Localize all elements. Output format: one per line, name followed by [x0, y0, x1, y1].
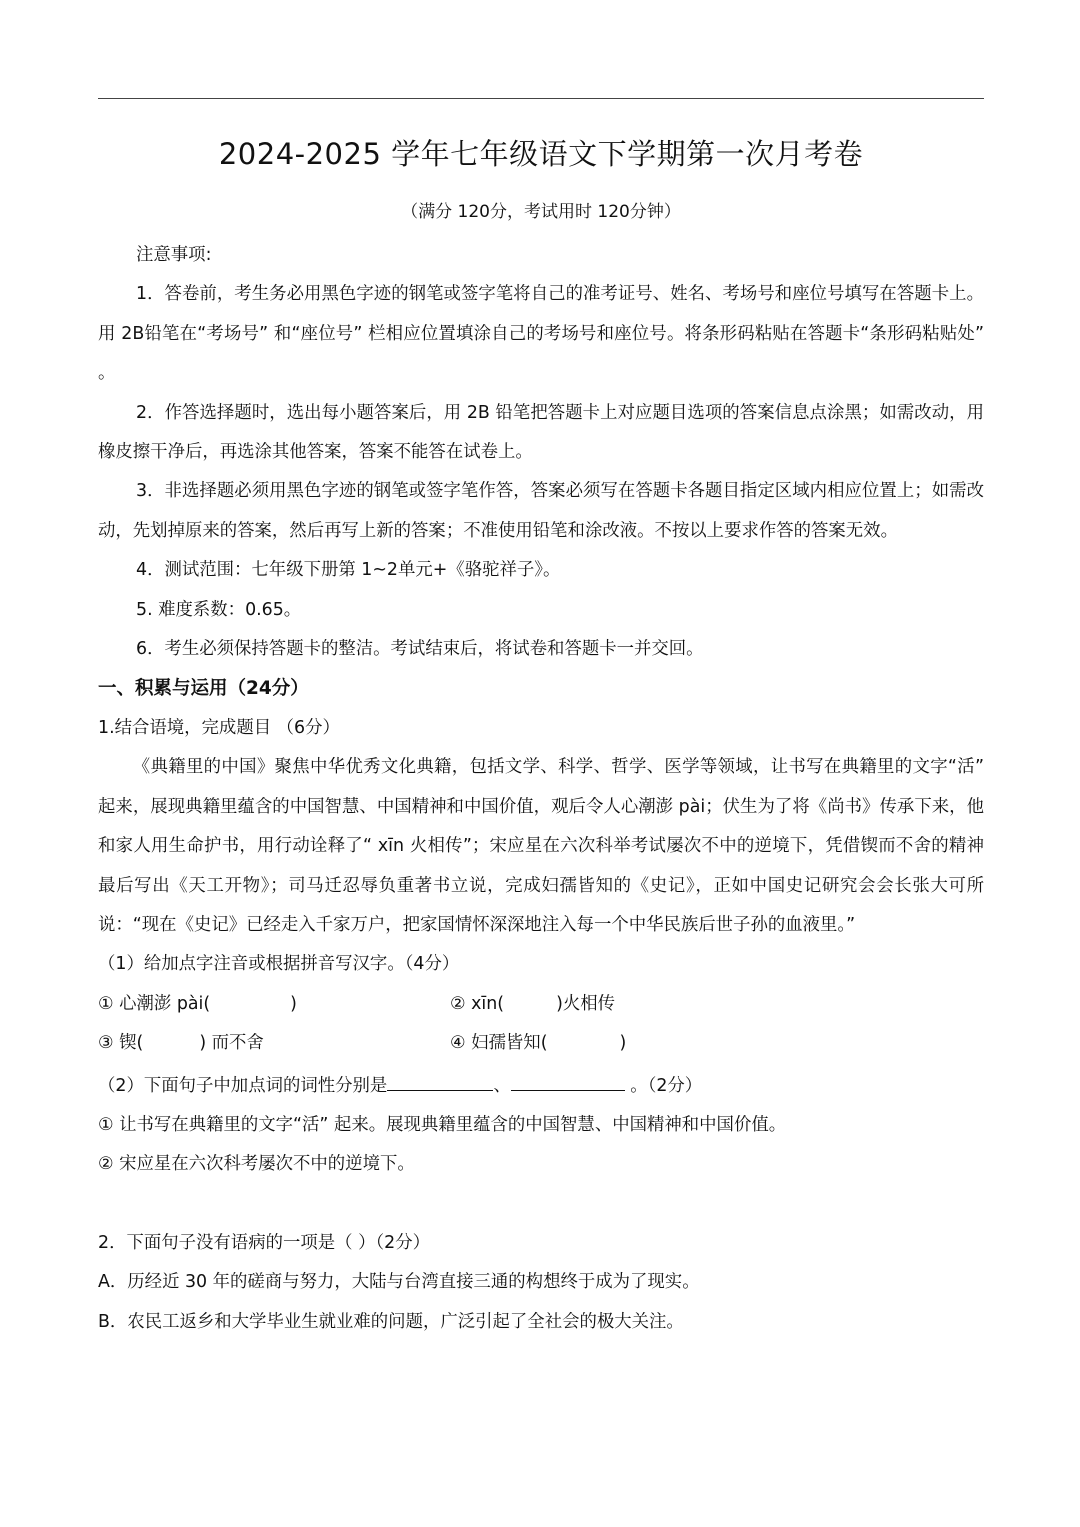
- top-divider: [98, 98, 984, 99]
- note-item-5: 5. 难度系数：0.65。: [136, 599, 302, 620]
- spacer: [98, 1185, 984, 1224]
- note-item-2: 2．作答选择题时，选出每小题答案后，用 2B 铅笔把答题卡上对应题目选项的答案信息点涂黑；如需改动，用橡皮擦干净后，再选涂其他答案，答案不能答在试卷上。: [98, 402, 984, 463]
- answer-underline-1[interactable]: [387, 1064, 493, 1091]
- question-2-option-a: A．历经近 30 年的磋商与努力，大陆与台湾直接三通的构想终于成为了现实。: [98, 1272, 700, 1293]
- question-1-passage: 《典籍里的中国》聚焦中华优秀文化典籍，包括文学、科学、哲学、医学等领域，让书写在典籍里的文字“活” 起来，展现典籍里蕴含的中国智慧、中国精神和中国价值，观后令人心潮澎 pài；伏生为了将《尚书》传承下来，他和家人用生命护书，用行动诠释了“ xīn 火相传”；宋应星在六次科举考试屡次不中的逆境下，凭借锲而不舍的精神最后写出《天工开物》；司马迁忍辱负重著书立说，完成妇孺皆知的《史记》，正如中国史记研究会会长张大可所说：“现在《史记》已经走入千家万户，把家国情怀深深地注入每一个中华民族后世子孙的血液里。”: [98, 757, 984, 935]
- answer-underline-2[interactable]: [511, 1064, 625, 1091]
- notes-heading: 注意事项:: [136, 245, 212, 265]
- pinyin-item-2: ② xīn( )火相传: [450, 993, 616, 1014]
- page-title: 2024-2025 学年七年级语文下学期第一次月考卷: [218, 137, 864, 171]
- note-item-1: 1．答卷前，考生务必用黑色字迹的钢笔或签字笔将自己的准考证号、姓名、考场号和座位号填写在答题卡上。用 2B铅笔在“考场号” 和“座位号” 栏相应位置填涂自己的考场号和座位号。将条形码粘贴在答题卡“条形码粘贴处” 。: [98, 284, 984, 384]
- question-2-option-b: B．农民工返乡和大学毕业生就业难的问题，广泛引起了全社会的极大关注。: [98, 1311, 684, 1332]
- exam-info: （满分 120分，考试用时 120分钟）: [401, 202, 681, 222]
- note-item-3: 3．非选择题必须用黑色字迹的钢笔或签字笔作答，答案必须写在答题卡各题目指定区域内相应位置上；如需改动，先划掉原来的答案，然后再写上新的答案；不准使用铅笔和涂改液。不按以上要求作答的答案无效。: [98, 481, 984, 541]
- question-1-stem: 1.结合语境，完成题目 （6分）: [98, 717, 340, 738]
- question-1-sub-2-prompt: （2）下面句子中加点词的词性分别是 、 。（2分）: [98, 1064, 984, 1106]
- note-item-6: 6．考生必须保持答题卡的整洁。考试结束后，将试卷和答题卡一并交回。: [136, 639, 704, 660]
- exam-content: [98, 236, 984, 1342]
- pinyin-row-2: [98, 1024, 984, 1063]
- section-heading: 一、积累与运用（24分）: [98, 678, 309, 700]
- question-2-stem: 2．下面句子没有语病的一项是（ ）（2分）: [98, 1232, 430, 1253]
- pinyin-item-3: ③ 锲( ) 而不舍: [98, 1033, 264, 1054]
- question-1-sentence-2: ② 宋应星在六次科考屡次不中的逆境下。: [98, 1154, 415, 1175]
- pinyin-item-1: ① 心潮澎 pài( ): [98, 993, 297, 1014]
- pinyin-row-1: [98, 985, 984, 1024]
- note-item-4: 4．测试范围：七年级下册第 1~2单元+《骆驼祥子》。: [136, 560, 561, 581]
- pinyin-item-4: ④ 妇孺皆知( ): [450, 1033, 627, 1054]
- question-1-sub-1-prompt: （1）给加点字注音或根据拼音写汉字。（4分）: [98, 954, 460, 975]
- question-1-sentence-1: ① 让书写在典籍里的文字“活” 起来。展现典籍里蕴含的中国智慧、中国精神和中国价值。: [98, 1114, 787, 1135]
